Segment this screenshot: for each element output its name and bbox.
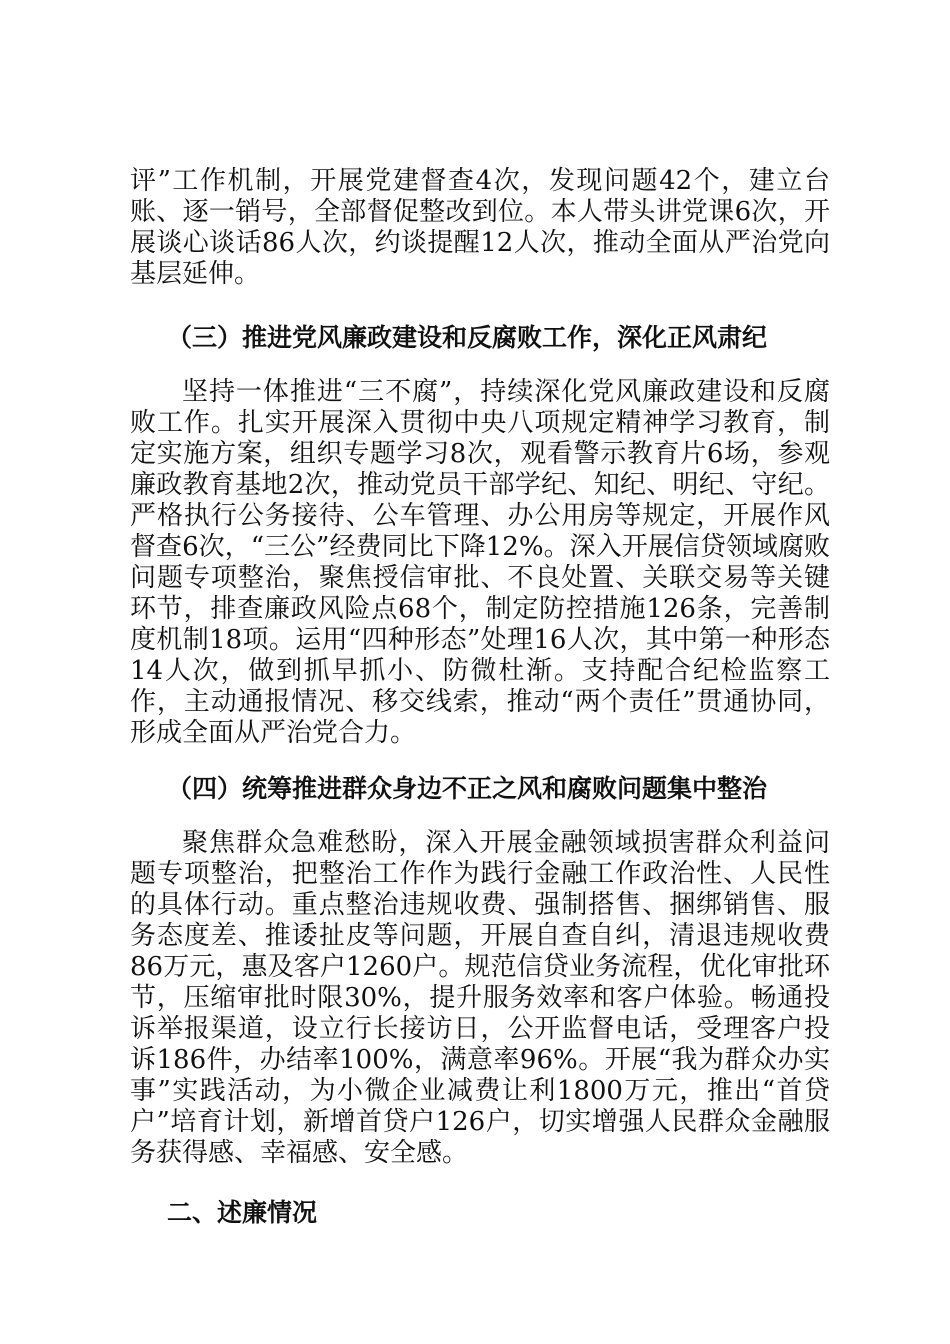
paragraph-rectification: 聚焦群众急难愁盼，深入开展金融领域损害群众利益问题专项整治，把整治工作作为践行金融工作政治性、人民性的具体行动。重点整治违规收费、强制搭售、捆绑销售、服务态度差、推诿扯皮等问题，开展自查自纠，清退违规收费86万元，惠及客户1260户。规范信贷业务流程，优化审批环节，压缩审批时限30%，提升服务效率和客户体验。畅通投诉举报渠道，设立行长接访日，公开监督电话，受理客户投诉186件，办结率100%，满意率96%。开展“我为群众办实事”实践活动，为小微企业减费让利1800万元，推出“首贷户”培育计划，新增首贷户126户，切实增强人民群众金融服务获得感、幸福感、安全感。 [130, 828, 830, 1168]
chapter-heading-2: 二、述廉情况 [167, 1198, 318, 1227]
section-heading-4: （四）统筹推进群众身边不正之风和腐败问题集中整治 [167, 774, 768, 803]
document-body [130, 166, 830, 1228]
paragraph-anti-corruption: 坚持一体推进“三不腐”，持续深化党风廉政建设和反腐败工作。扎实开展深入贯彻中央八项规定精神学习教育，制定实施方案，组织专题学习8次，观看警示教育片6场，参观廉政教育基地2次，推动党员干部学纪、知纪、明纪、守纪。严格执行公务接待、公车管理、办公用房等规定，开展作风督查6次，“三公”经费同比下降12%。深入开展信贷领域腐败问题专项整治，聚焦授信审批、不良处置、关联交易等关键环节，排查廉政风险点68个，制定防控措施126条，完善制度机制18项。运用“四种形态”处理16人次，其中第一种形态14人次，做到抓早抓小、防微杜渐。支持配合纪检监察工作，主动通报情况、移交线索，推动“两个责任”贯通协同，形成全面从严治党合力。 [130, 377, 830, 748]
section-heading-3: （三）推进党风廉政建设和反腐败工作，深化正风肃纪 [167, 323, 768, 352]
paragraph-continued: 评”工作机制，开展党建督查4次，发现问题42个，建立台账、逐一销号，全部督促整改到位。本人带头讲党课6次，开展谈心谈话86人次，约谈提醒12人次，推动全面从严治党向基层延伸。 [130, 166, 830, 289]
